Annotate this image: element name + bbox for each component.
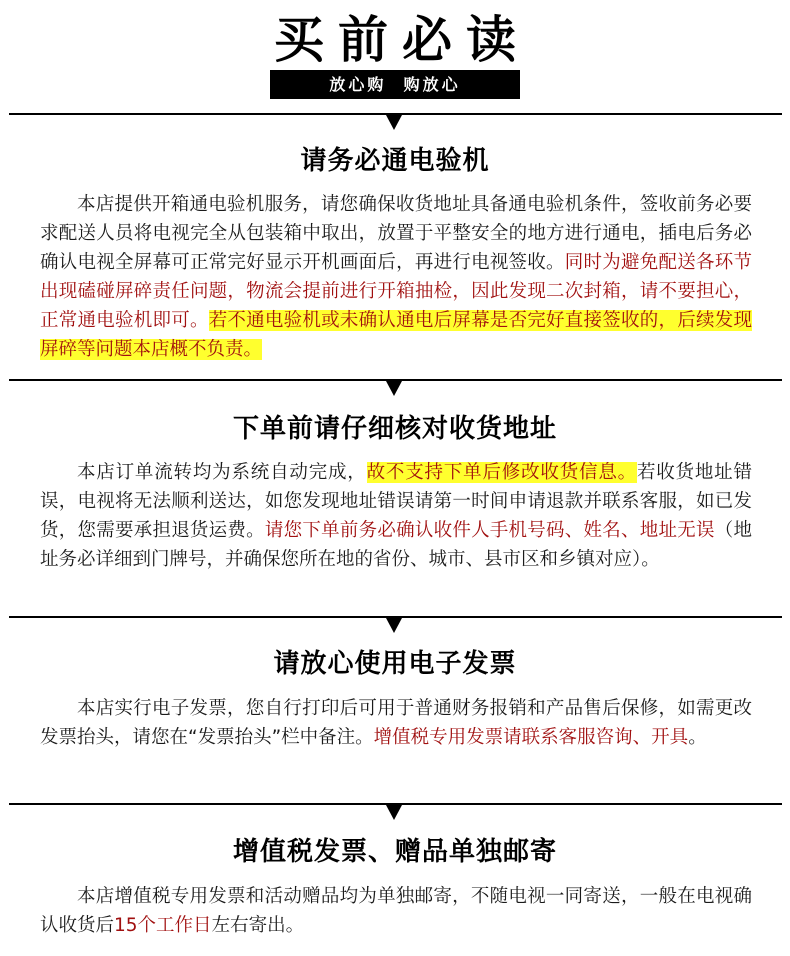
body-text: 左右寄出。: [211, 915, 305, 936]
body-text: （地址务必详细到门牌号，并确保您所在地的省份、城市、县市区和乡镇对应）。: [40, 520, 752, 570]
section-title: 请放心使用电子发票: [273, 649, 517, 679]
section-title: 增值税发票、赠品单独邮寄: [232, 837, 557, 867]
section-body: [40, 190, 752, 364]
red-emphasis-text: 同时为避免配送各环节出现磕碰屏碎责任问题，物流会提前进行开箱抽检，因此发现二次封箱，请不要担心，正常通电验机即可。: [40, 252, 752, 331]
section-body: [40, 694, 752, 752]
body-text: 本店增值税专用发票和活动赠品均为单独邮寄，不随电视一同寄送，一般在电视确认收货后: [40, 886, 752, 936]
page-title: 买前必读: [274, 11, 530, 69]
red-emphasis-text: 请您下单前务必确认收件人手机号码、姓名、地址无误: [264, 520, 715, 541]
section-body: [40, 458, 752, 574]
body-text: 若收货地址错误，电视将无法顺利送达，如您发现地址错误请第一时间申请退款并联系客服，如已发货，您需要承担退货运费。: [40, 462, 752, 541]
slogan-banner: 放心购 购放心: [270, 70, 520, 99]
body-text: 。: [688, 727, 707, 748]
section-title: 请务必通电验机: [300, 146, 490, 176]
body-text: 本店实行电子发票，您自行打印后可用于普通财务报销和产品售后保修，如需更改发票抬头，请您在“发票抬头”栏中备注。: [40, 698, 752, 748]
down-triangle-icon: [386, 381, 402, 396]
highlighted-warning-text: 若不通电验机或未确认通电后屏幕是否完好直接签收的，后续发现屏碎等问题本店概不负责。: [40, 310, 752, 360]
down-triangle-icon: [386, 618, 402, 633]
body-text: 本店提供开箱通电验机服务，请您确保收货地址具备通电验机条件，签收前务必要求配送人员将电视完全从包装箱中取出，放置于平整安全的地方进行通电，插电后务必确认电视全屏幕可正常完好显示开机画面后，再进行电视签收。: [40, 194, 752, 273]
down-triangle-icon: [386, 805, 402, 820]
body-text: 本店订单流转均为系统自动完成，: [77, 462, 367, 483]
section-body: [40, 882, 752, 940]
section-title: 下单前请仔细核对收货地址: [232, 414, 557, 444]
down-triangle-icon: [386, 115, 402, 130]
red-emphasis-text: 15个工作日: [114, 915, 212, 936]
highlighted-warning-text: 故不支持下单后修改收货信息。: [366, 462, 637, 483]
red-emphasis-text: 增值税专用发票请联系客服咨询、开具: [373, 727, 689, 748]
